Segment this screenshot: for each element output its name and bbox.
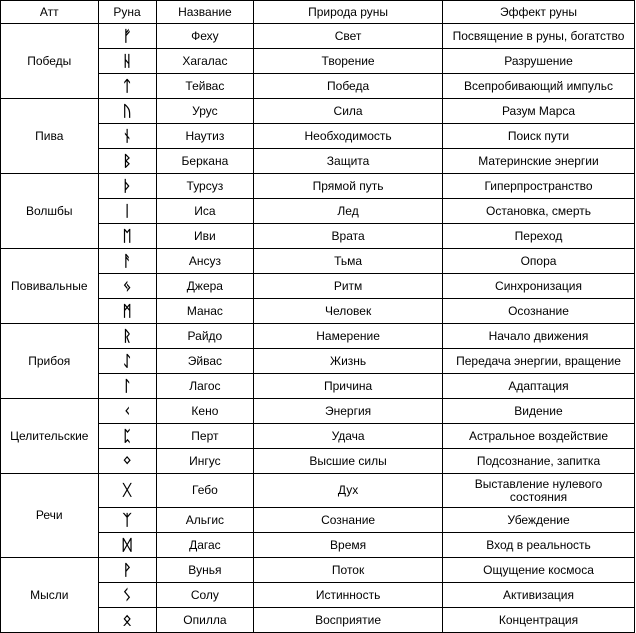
rune-effect-cell: Концентрация bbox=[443, 608, 635, 633]
rune-glyph-cell: ᚠ bbox=[98, 24, 156, 49]
rune-glyph-cell: ᛃ bbox=[98, 274, 156, 299]
att-group-cell: Победы bbox=[1, 24, 99, 99]
rune-glyph-cell: ᛈ bbox=[98, 424, 156, 449]
rune-glyph-cell: ᚺ bbox=[98, 49, 156, 74]
rune-name-cell: Турсуз bbox=[156, 174, 254, 199]
rune-effect-cell: Посвящение в руны, богатство bbox=[443, 24, 635, 49]
table-body bbox=[1, 24, 635, 633]
rune-nature-cell: Время bbox=[254, 533, 443, 558]
rune-nature-cell: Сознание bbox=[254, 508, 443, 533]
header-att: Атт bbox=[1, 1, 99, 24]
rune-nature-cell: Восприятие bbox=[254, 608, 443, 633]
rune-glyph-cell: ᚷ bbox=[98, 474, 156, 508]
rune-glyph-cell: ᛉ bbox=[98, 508, 156, 533]
table-row bbox=[1, 324, 635, 349]
table-row bbox=[1, 24, 635, 49]
rune-effect-cell: Подсознание, запитка bbox=[443, 449, 635, 474]
rune-glyph-cell: ᚾ bbox=[98, 124, 156, 149]
rune-effect-cell: Разум Марса bbox=[443, 99, 635, 124]
rune-glyph-cell: ᛗ bbox=[98, 299, 156, 324]
rune-effect-cell: Астральное воздействие bbox=[443, 424, 635, 449]
rune-effect-cell: Опора bbox=[443, 249, 635, 274]
rune-nature-cell: Энергия bbox=[254, 399, 443, 424]
rune-effect-cell: Начало движения bbox=[443, 324, 635, 349]
table-row bbox=[1, 249, 635, 274]
rune-effect-cell: Адаптация bbox=[443, 374, 635, 399]
rune-nature-cell: Удача bbox=[254, 424, 443, 449]
rune-name-cell: Вунья bbox=[156, 558, 254, 583]
rune-name-cell: Джера bbox=[156, 274, 254, 299]
rune-nature-cell: Тьма bbox=[254, 249, 443, 274]
rune-glyph-cell: ᛚ bbox=[98, 374, 156, 399]
att-group-cell: Волшбы bbox=[1, 174, 99, 249]
rune-effect-cell: Передача энергии, вращение bbox=[443, 349, 635, 374]
rune-nature-cell: Ритм bbox=[254, 274, 443, 299]
rune-name-cell: Хагалас bbox=[156, 49, 254, 74]
rune-nature-cell: Защита bbox=[254, 149, 443, 174]
rune-name-cell: Альгис bbox=[156, 508, 254, 533]
rune-nature-cell: Жизнь bbox=[254, 349, 443, 374]
rune-name-cell: Райдо bbox=[156, 324, 254, 349]
rune-nature-cell: Необходимость bbox=[254, 124, 443, 149]
rune-name-cell: Кено bbox=[156, 399, 254, 424]
rune-glyph-cell: ᛖ bbox=[98, 224, 156, 249]
rune-name-cell: Эйвас bbox=[156, 349, 254, 374]
rune-glyph-cell: ᛞ bbox=[98, 533, 156, 558]
rune-effect-cell: Синхронизация bbox=[443, 274, 635, 299]
header-nature: Природа руны bbox=[254, 1, 443, 24]
att-group-cell: Повивальные bbox=[1, 249, 99, 324]
rune-nature-cell: Творение bbox=[254, 49, 443, 74]
rune-glyph-cell: ᛏ bbox=[98, 74, 156, 99]
rune-name-cell: Феху bbox=[156, 24, 254, 49]
rune-effect-cell: Активизация bbox=[443, 583, 635, 608]
rune-glyph-cell: ᛁ bbox=[98, 199, 156, 224]
rune-nature-cell: Лед bbox=[254, 199, 443, 224]
rune-effect-cell: Гиперпространство bbox=[443, 174, 635, 199]
rune-nature-cell: Свет bbox=[254, 24, 443, 49]
rune-nature-cell: Причина bbox=[254, 374, 443, 399]
att-group-cell: Прибоя bbox=[1, 324, 99, 399]
rune-glyph-cell: ᚨ bbox=[98, 249, 156, 274]
rune-name-cell: Гебо bbox=[156, 474, 254, 508]
rune-effect-cell: Вход в реальность bbox=[443, 533, 635, 558]
rune-nature-cell: Дух bbox=[254, 474, 443, 508]
table-row bbox=[1, 174, 635, 199]
header-row bbox=[1, 1, 635, 24]
rune-effect-cell: Видение bbox=[443, 399, 635, 424]
table-row bbox=[1, 558, 635, 583]
rune-effect-cell: Материнские энергии bbox=[443, 149, 635, 174]
att-group-cell: Целительские bbox=[1, 399, 99, 474]
rune-effect-cell: Остановка, смерть bbox=[443, 199, 635, 224]
rune-nature-cell: Поток bbox=[254, 558, 443, 583]
rune-name-cell: Ансуз bbox=[156, 249, 254, 274]
header-name: Название bbox=[156, 1, 254, 24]
rune-name-cell: Опилла bbox=[156, 608, 254, 633]
att-group-cell: Пива bbox=[1, 99, 99, 174]
att-group-cell: Мысли bbox=[1, 558, 99, 633]
rune-name-cell: Беркана bbox=[156, 149, 254, 174]
rune-glyph-cell: ᛇ bbox=[98, 349, 156, 374]
rune-nature-cell: Истинность bbox=[254, 583, 443, 608]
rune-name-cell: Тейвас bbox=[156, 74, 254, 99]
rune-nature-cell: Победа bbox=[254, 74, 443, 99]
rune-name-cell: Иви bbox=[156, 224, 254, 249]
rune-glyph-cell: ᚹ bbox=[98, 558, 156, 583]
rune-name-cell: Лагос bbox=[156, 374, 254, 399]
rune-effect-cell: Разрушение bbox=[443, 49, 635, 74]
rune-name-cell: Наутиз bbox=[156, 124, 254, 149]
rune-glyph-cell: ᚢ bbox=[98, 99, 156, 124]
rune-effect-cell: Убеждение bbox=[443, 508, 635, 533]
att-group-cell: Речи bbox=[1, 474, 99, 558]
rune-nature-cell: Сила bbox=[254, 99, 443, 124]
table-row bbox=[1, 99, 635, 124]
rune-name-cell: Ингус bbox=[156, 449, 254, 474]
rune-effect-cell: Ощущение космоса bbox=[443, 558, 635, 583]
rune-glyph-cell: ᛟ bbox=[98, 608, 156, 633]
rune-name-cell: Манас bbox=[156, 299, 254, 324]
rune-glyph-cell: ᛊ bbox=[98, 583, 156, 608]
header-rune: Руна bbox=[98, 1, 156, 24]
rune-name-cell: Солу bbox=[156, 583, 254, 608]
rune-effect-cell: Осознание bbox=[443, 299, 635, 324]
rune-effect-cell: Выставление нулевого состояния bbox=[443, 474, 635, 508]
rune-nature-cell: Человек bbox=[254, 299, 443, 324]
header-effect: Эффект руны bbox=[443, 1, 635, 24]
rune-nature-cell: Высшие силы bbox=[254, 449, 443, 474]
rune-name-cell: Урус bbox=[156, 99, 254, 124]
rune-glyph-cell: ᛜ bbox=[98, 449, 156, 474]
rune-glyph-cell: ᚲ bbox=[98, 399, 156, 424]
table-row bbox=[1, 474, 635, 508]
rune-effect-cell: Поиск пути bbox=[443, 124, 635, 149]
rune-effect-cell: Всепробивающий импульс bbox=[443, 74, 635, 99]
rune-nature-cell: Намерение bbox=[254, 324, 443, 349]
rune-nature-cell: Прямой путь bbox=[254, 174, 443, 199]
rune-name-cell: Дагас bbox=[156, 533, 254, 558]
rune-name-cell: Иса bbox=[156, 199, 254, 224]
rune-glyph-cell: ᚦ bbox=[98, 174, 156, 199]
rune-effect-cell: Переход bbox=[443, 224, 635, 249]
rune-name-cell: Перт bbox=[156, 424, 254, 449]
rune-glyph-cell: ᚱ bbox=[98, 324, 156, 349]
table-row bbox=[1, 399, 635, 424]
rune-glyph-cell: ᛒ bbox=[98, 149, 156, 174]
rune-nature-cell: Врата bbox=[254, 224, 443, 249]
